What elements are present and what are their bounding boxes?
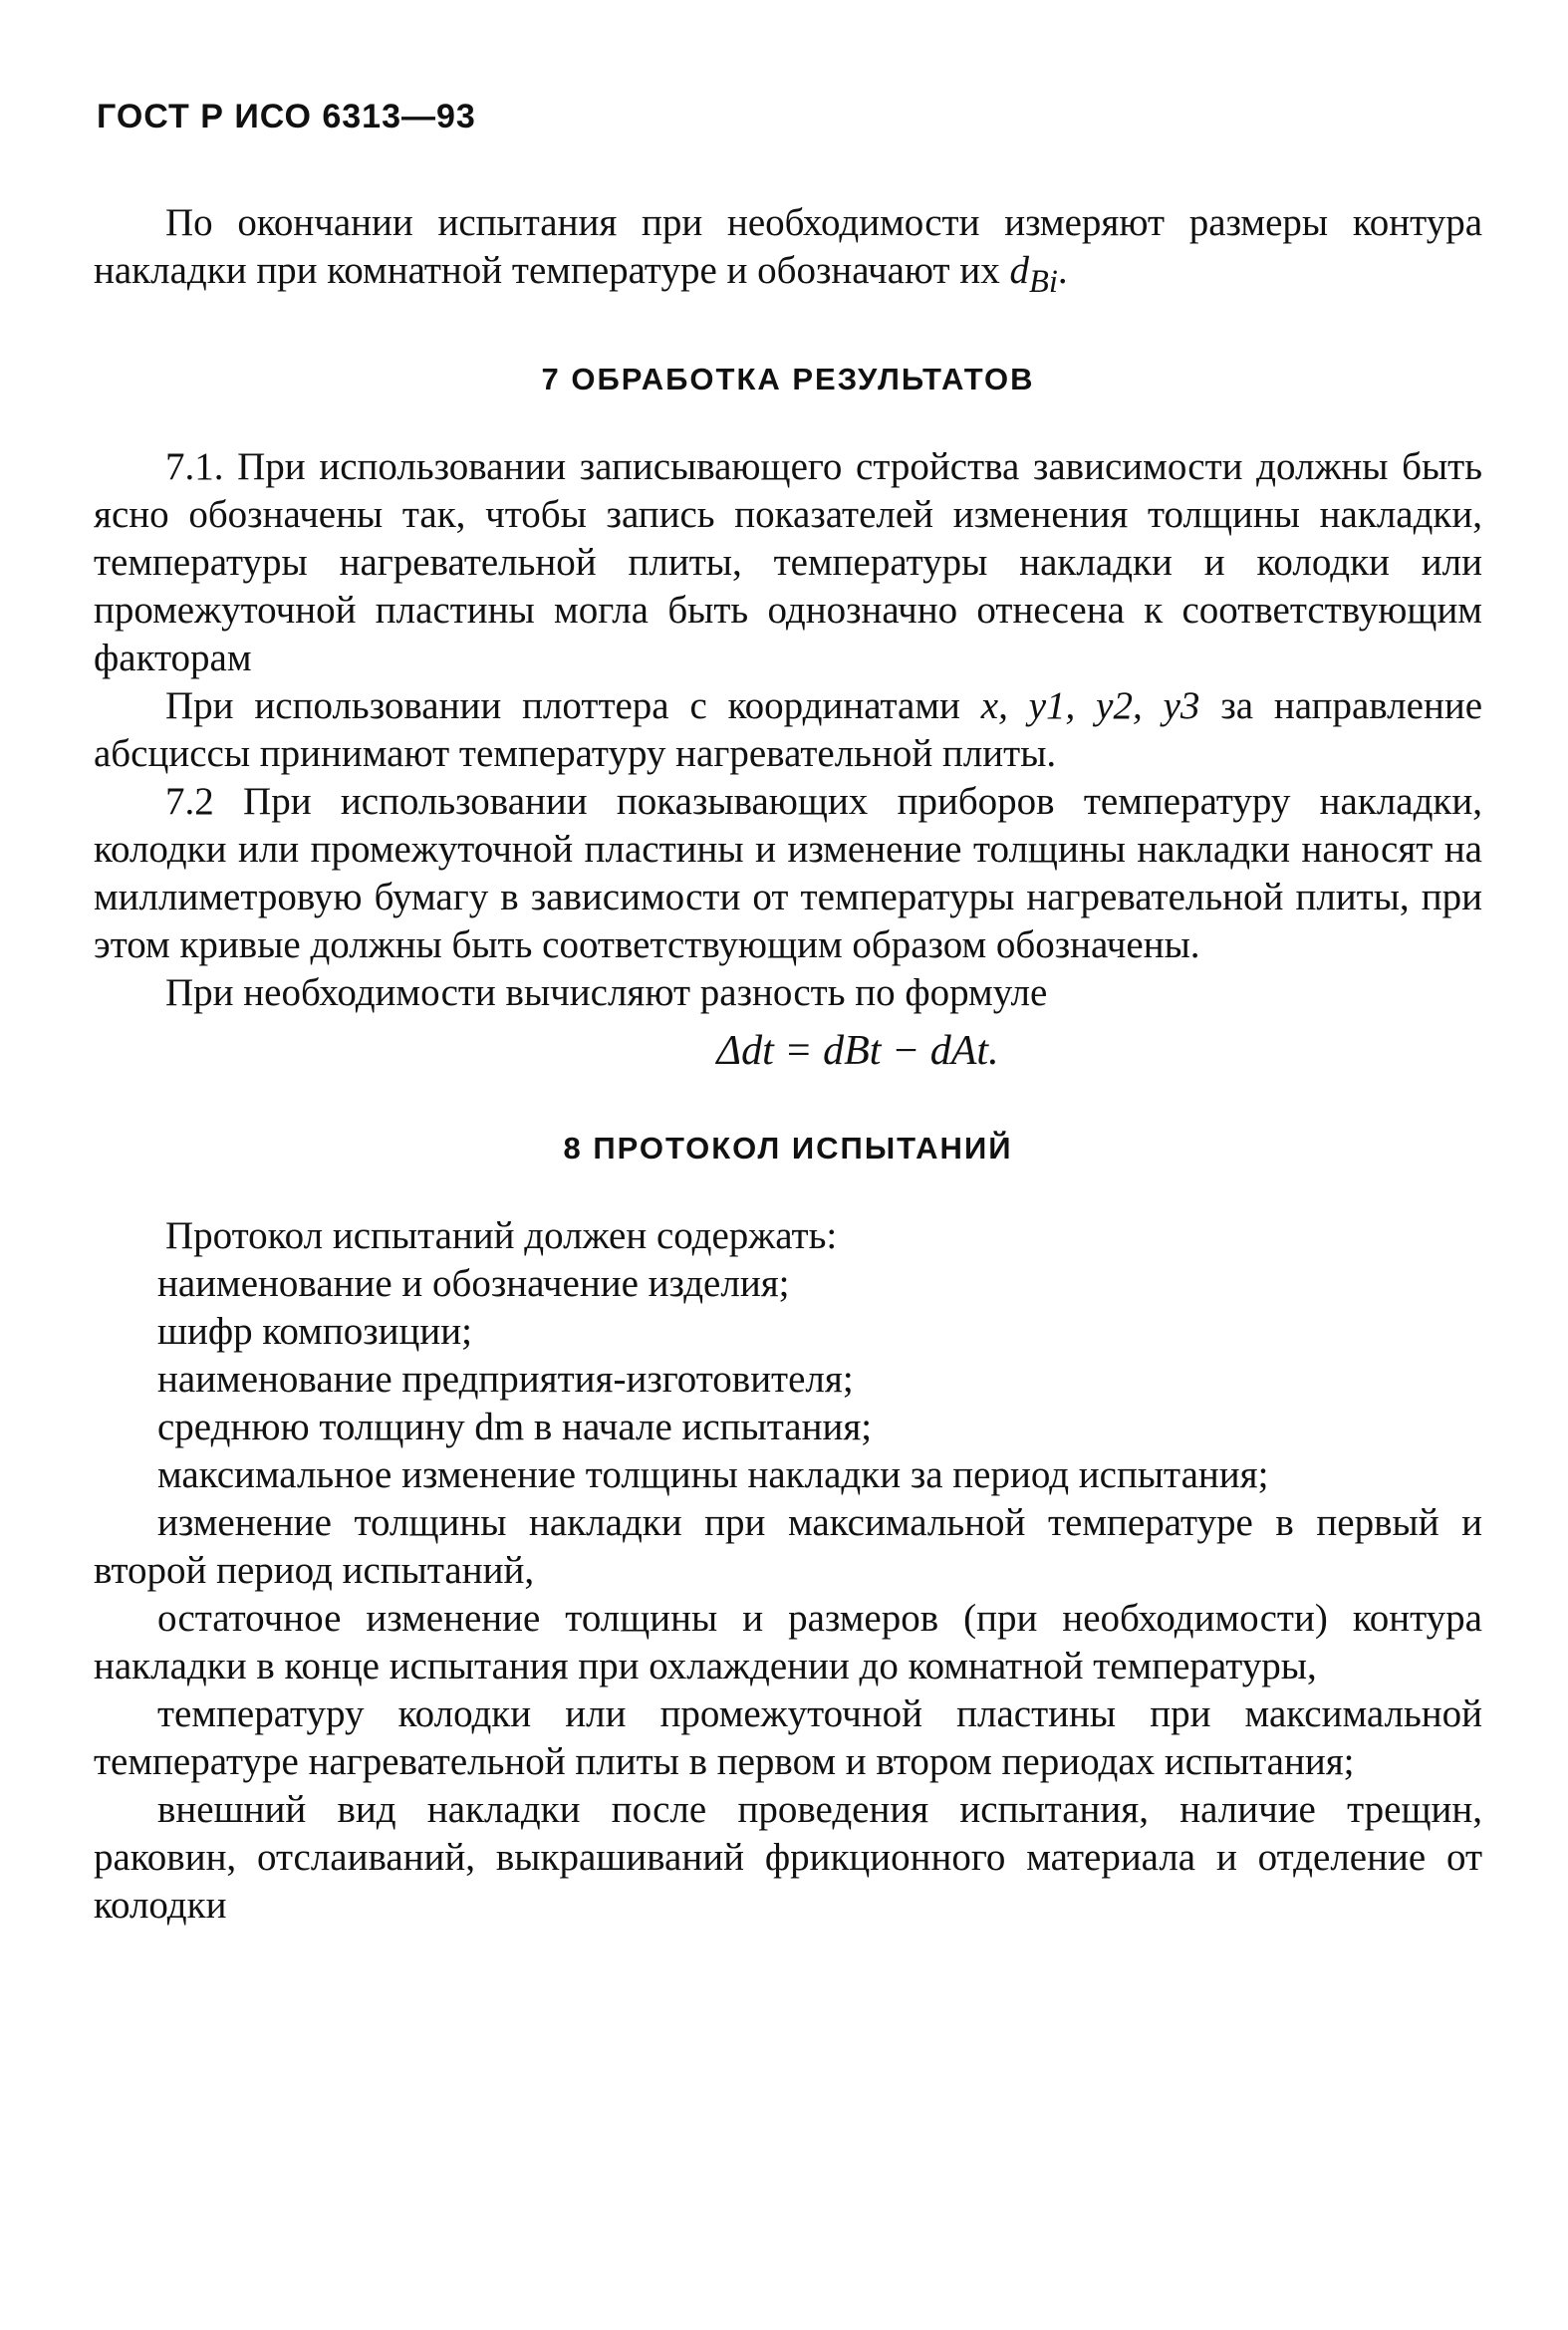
symbol-dBi-sub: Bi [1028, 263, 1058, 300]
list-item: остаточное изменение толщины и размеров (при необходимости) контура накладки в конце испытания при охлаждении до комнатной температуры, [94, 1596, 1482, 1687]
difference-formula: Δdt = dBt − dAt. [716, 1027, 999, 1074]
protocol-intro: Протокол испытаний должен содержать: [165, 1213, 838, 1257]
list-item: максимальное изменение толщины накладки за период испытания; [157, 1452, 1269, 1496]
list-item: наименование и обозначение изделия; [157, 1261, 790, 1305]
intro-text: По окончании испытания при необходимости измеряют размеры контура накладки при комнатной температуре и обозначают их [94, 201, 1482, 292]
intro-paragraph [94, 199, 1482, 306]
list-item: внешний вид накладки после проведения испытания, наличие трещин, раковин, отслаиваний, выкрашиваний фрикционного материала и отделение от колодки [94, 1787, 1482, 1927]
list-item: среднюю толщину dm в начале испытания; [157, 1405, 873, 1448]
intro-end: . [1057, 249, 1068, 292]
symbol-dBi-main: d [1009, 249, 1029, 292]
plotter-coordinates: x, y1, y2, y3 [980, 683, 1200, 727]
paragraph-7-1-plotter [94, 682, 1482, 778]
section-7-heading: 7 ОБРАБОТКА РЕЗУЛЬТАТОВ [541, 361, 1035, 396]
list-item: шифр композиции; [157, 1309, 472, 1353]
running-header: ГОСТ Р ИСО 6313—93 [97, 98, 476, 135]
list-item: наименование предприятия-изготовителя; [157, 1357, 854, 1401]
plotter-text-start: При использовании плоттера с координатами [165, 683, 960, 727]
paragraph-7-1: 7.1. При использовании записывающего стройства зависимости должны быть ясно обозначены так, чтобы запись показателей изменения толщины накладки, температуры нагревательной плиты, температуры накладки и колодки или промежуточной пластины могла быть однозначно отнесена к соответствующим факторам [94, 444, 1482, 679]
list-item: температуру колодки или промежуточной пластины при максимальной температуре нагревательной плиты в первом и втором периодах испытания; [94, 1691, 1482, 1783]
protocol-list [94, 1260, 1482, 1930]
paragraph-7-2: 7.2 При использовании показывающих приборов температуру накладки, колодки или промежуточной пластины и изменение толщины накладки наносят на миллиметровую бумагу в зависимости от температуры нагревательной плиты, при этом кривые должны быть соответствующим образом обозначены. [94, 779, 1482, 966]
section-8-heading: 8 ПРОТОКОЛ ИСПЫТАНИЙ [563, 1130, 1013, 1165]
plotter-text-end: за направление абсциссы принимают температуру нагревательной плиты. [94, 683, 1482, 775]
list-item: изменение толщины накладки при максимальной температуре в первый и второй период испытаний, [94, 1500, 1482, 1592]
document-body [94, 199, 1482, 1930]
symbol-dBi [1009, 249, 1058, 300]
paragraph-7-2-formula-intro: При необходимости вычисляют разность по формуле [165, 970, 1048, 1014]
